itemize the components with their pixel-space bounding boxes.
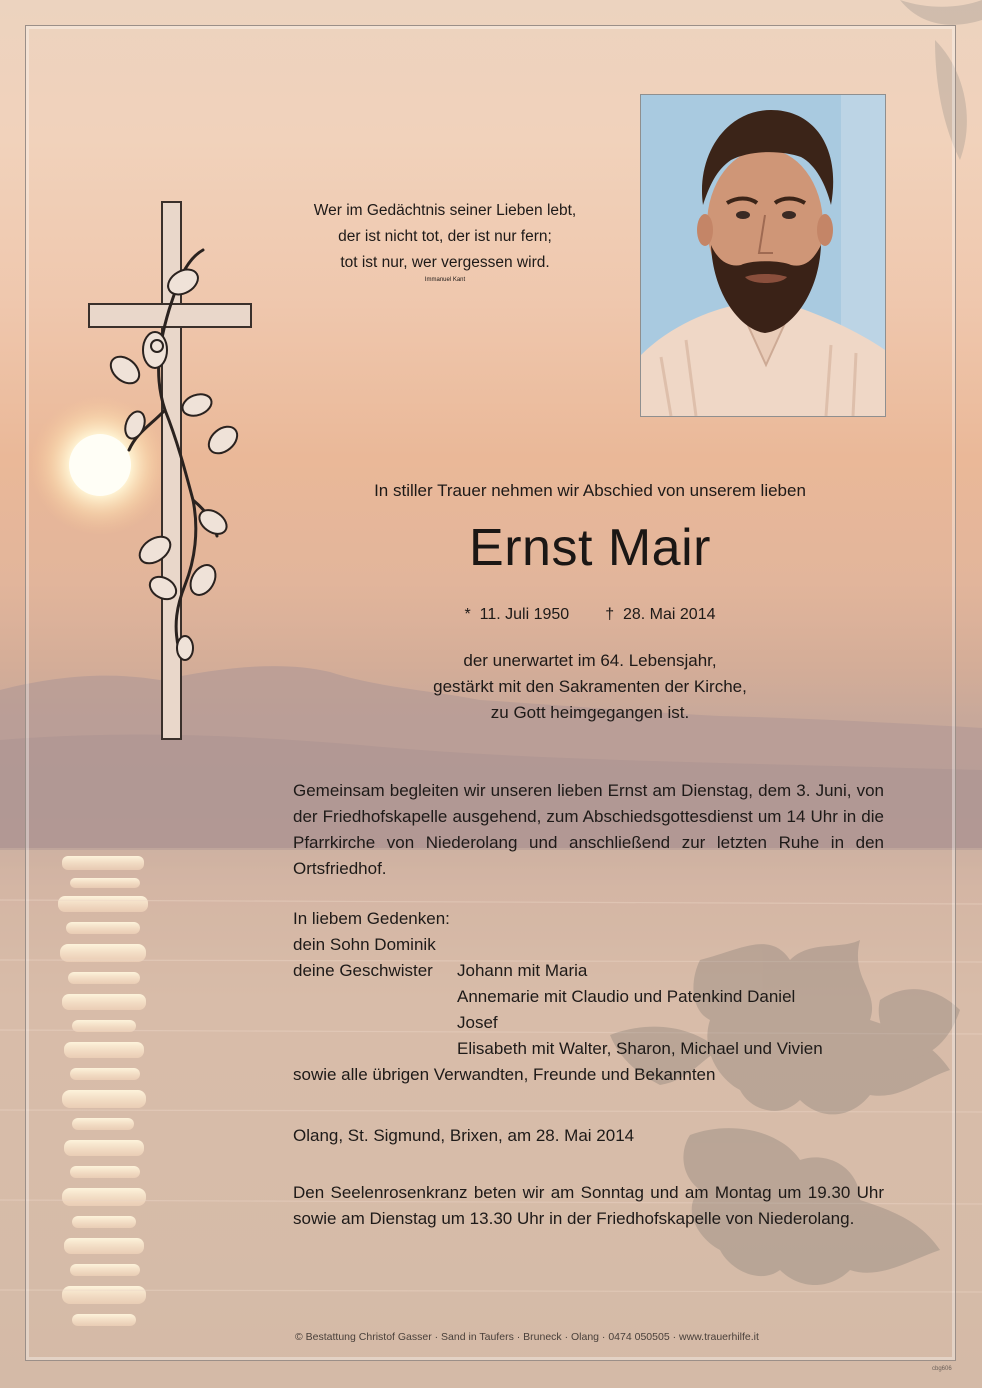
quote-line: der ist nicht tot, der ist nur fern; <box>338 228 552 245</box>
spacer <box>293 1010 457 1036</box>
intro-text: In stiller Trauer nehmen wir Abschied von unserem lieben <box>374 481 806 500</box>
details-line: der unerwartet im 64. Lebensjahr, <box>463 651 717 670</box>
life-dates <box>290 606 890 624</box>
mourner-son: dein Sohn Dominik <box>293 935 436 954</box>
death-date: † 28. Mai 2014 <box>605 606 716 623</box>
sibling-entry: Elisabeth mit Walter, Sharon, Michael und Vivien <box>457 1039 823 1058</box>
details-line: zu Gott heimgegangen ist. <box>490 703 690 722</box>
portrait-photo <box>640 94 886 417</box>
spacer <box>293 984 457 1010</box>
rosary-announcement: Den Seelenrosenkranz beten wir am Sonntag und am Montag um 19.30 Uhr sowie am Dienstag um 13.30 Uhr in der Friedhofskapelle von Niederolang. <box>293 1183 884 1228</box>
passing-details <box>290 648 890 726</box>
leaf-shadow-icon <box>900 0 982 160</box>
mourners-others: sowie alle übrigen Verwandten, Freunde und Bekannten <box>293 1065 716 1084</box>
sibling-entry: Annemarie mit Claudio und Patenkind Daniel <box>457 987 796 1006</box>
siblings-row <box>293 984 884 1010</box>
deceased-name: Ernst Mair <box>469 519 711 577</box>
siblings-row <box>293 1036 884 1062</box>
mourners-list <box>293 906 884 1088</box>
quote-author: Immanuel Kant <box>424 277 466 283</box>
mourners-heading: In liebem Gedenken: <box>293 909 450 928</box>
quote-line: Wer im Gedächtnis seiner Lieben lebt, <box>313 202 577 219</box>
details-line: gestärkt mit den Sakramenten der Kirche, <box>433 677 747 696</box>
siblings-row <box>293 958 884 984</box>
sibling-entry: Johann mit Maria <box>457 961 588 980</box>
template-code: cbg606 <box>932 1366 952 1372</box>
siblings-row <box>293 1010 884 1036</box>
funeral-announcement: Gemeinsam begleiten wir unseren lieben Ernst am Dienstag, dem 3. Juni, von der Friedhofskapelle ausgehend, zum Abschiedsgottesdienst um 14 Uhr in die Pfarrkirche von Niederolang und anschließend zur letzten Ruhe in den Ortsfriedhof. <box>293 781 884 878</box>
cross-with-roses-icon <box>85 200 255 745</box>
place-date: Olang, St. Sigmund, Brixen, am 28. Mai 2014 <box>293 1126 635 1145</box>
birth-date: * 11. Juli 1950 <box>464 606 570 623</box>
funeral-home-footer: © Bestattung Christof Gasser · Sand in Taufers · Bruneck · Olang · 0474 050505 · www.trauerhilfe.it <box>295 1331 759 1343</box>
sibling-entry: Josef <box>457 1013 498 1032</box>
siblings-label: deine Geschwister <box>293 961 433 980</box>
memorial-quote <box>290 198 600 286</box>
quote-line: tot ist nur, wer vergessen wird. <box>340 254 550 271</box>
spacer <box>293 1036 457 1062</box>
